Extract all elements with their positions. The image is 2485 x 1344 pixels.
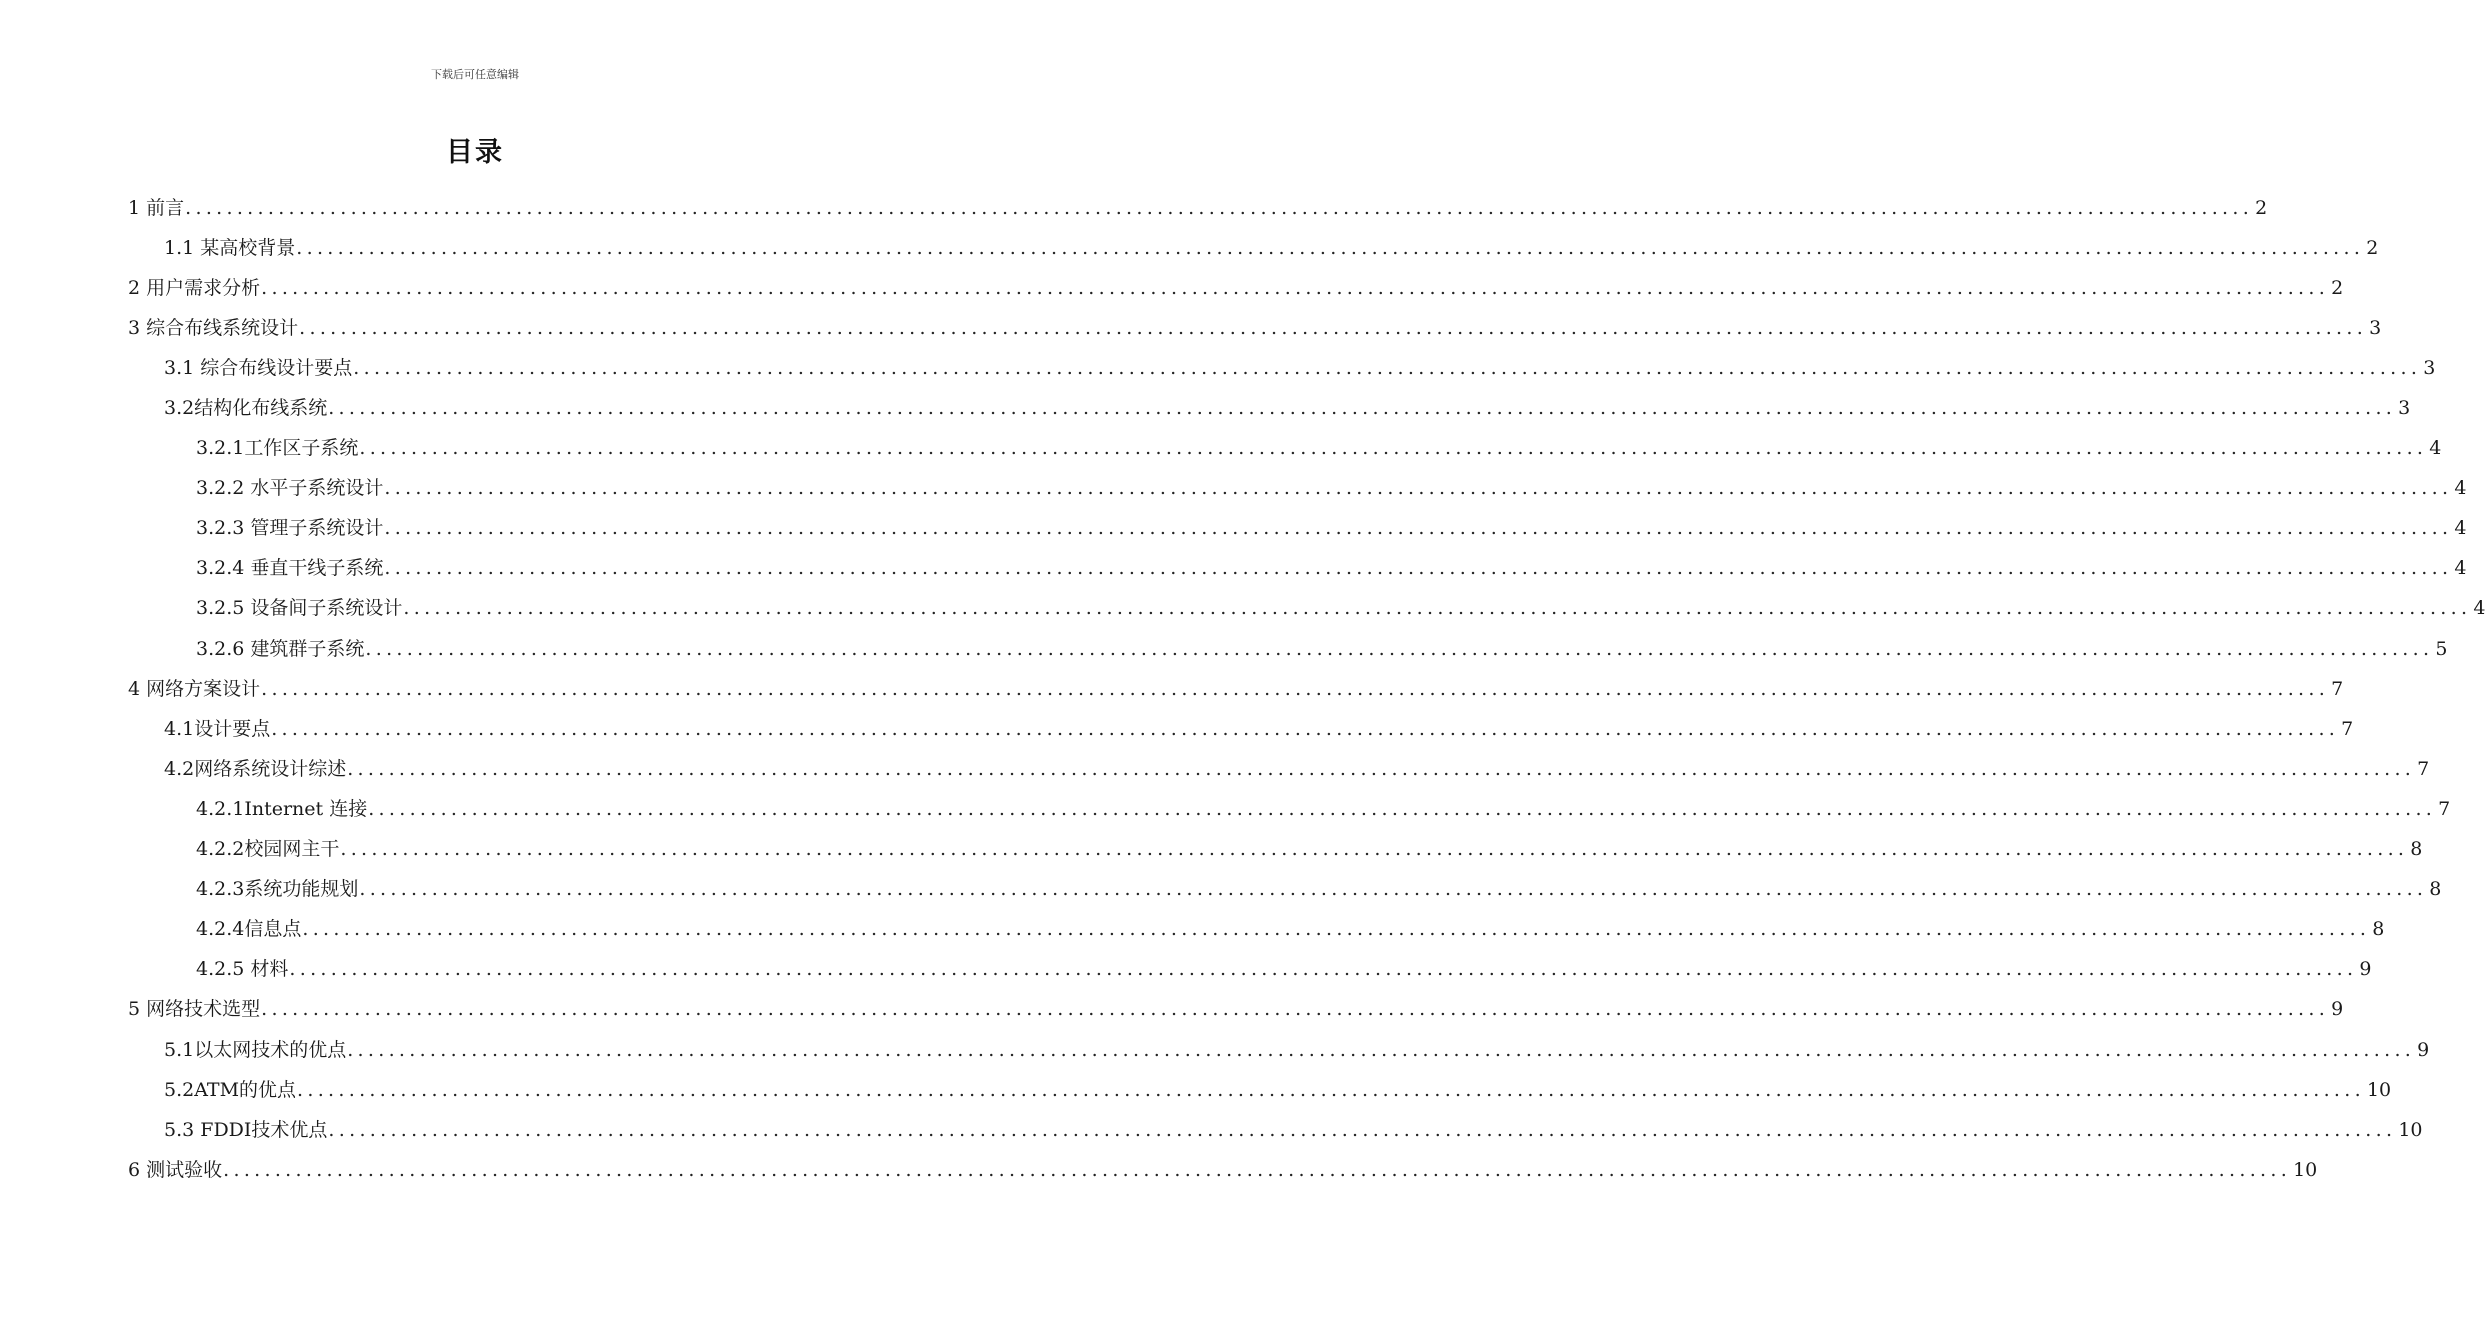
toc-dot-leader: ........................................................................................................................................................................................................ (340, 838, 2409, 861)
toc-entry-label: 3.2.5 设备间子系统设计 (196, 597, 403, 620)
toc-entry[interactable] (128, 228, 2379, 268)
toc-entry[interactable] (128, 589, 2485, 629)
toc-entry[interactable] (128, 629, 2448, 669)
toc-entry-label: 4.2.2校园网主干 (196, 838, 340, 861)
toc-page-number: 9 (2417, 1038, 2430, 1061)
toc-entry[interactable] (128, 990, 2344, 1030)
toc-page-number: 10 (2398, 1118, 2423, 1141)
toc-entry-label: 5.3 FDDI技术优点 (164, 1118, 328, 1141)
page-title: 目录 (446, 137, 504, 168)
toc-page-number: 9 (2359, 958, 2372, 981)
toc-dot-leader: ........................................................................................................................................................................................................ (384, 477, 2453, 500)
toc-dot-leader: ........................................................................................................................................................................................................ (223, 1158, 2292, 1181)
toc-entry[interactable] (128, 1030, 2430, 1070)
toc-dot-leader: ........................................................................................................................................................................................................ (271, 717, 2340, 740)
toc-dot-leader: ........................................................................................................................................................................................................ (302, 918, 2371, 941)
toc-dot-leader: ........................................................................................................................................................................................................ (359, 437, 2428, 460)
toc-entry-label: 2 用户需求分析 (128, 276, 261, 299)
toc-entry[interactable] (128, 669, 2344, 709)
toc-page-number: 8 (2429, 878, 2442, 901)
toc-page-number: 7 (2341, 717, 2354, 740)
toc-entry[interactable] (128, 1150, 2318, 1190)
toc-dot-leader: ........................................................................................................................................................................................................ (328, 397, 2397, 420)
toc-entry[interactable] (128, 1110, 2423, 1150)
toc-dot-leader: ........................................................................................................................................................................................................ (328, 1118, 2397, 1141)
toc-dot-leader: ........................................................................................................................................................................................................ (296, 236, 2365, 259)
toc-entry-label: 1 前言 (128, 196, 185, 219)
toc-entry-label: 3.2.2 水平子系统设计 (196, 477, 384, 500)
toc-entry[interactable] (128, 549, 2467, 589)
toc-dot-leader: ........................................................................................................................................................................................................ (261, 276, 2330, 299)
toc-dot-leader: ........................................................................................................................................................................................................ (403, 597, 2472, 620)
header-note: 下载后可任意编辑 (431, 68, 519, 81)
toc-entry-label: 5.1以太网技术的优点 (164, 1038, 347, 1061)
toc-page-number: 4 (2473, 597, 2485, 620)
toc-dot-leader: ........................................................................................................................................................................................................ (261, 677, 2330, 700)
toc-page-number: 2 (2331, 276, 2344, 299)
toc-page-number: 2 (2366, 236, 2379, 259)
toc-entry-label: 4.2网络系统设计综述 (164, 757, 347, 780)
toc-entry[interactable] (128, 830, 2423, 870)
toc-page-number: 8 (2372, 918, 2385, 941)
toc-dot-leader: ........................................................................................................................................................................................................ (297, 1078, 2365, 1101)
toc-dot-leader: ........................................................................................................................................................................................................ (353, 356, 2422, 379)
toc-entry-label: 5.2ATM的优点 (164, 1078, 297, 1101)
toc-dot-leader: ........................................................................................................................................................................................................ (368, 797, 2437, 820)
toc-entry[interactable] (128, 308, 2382, 348)
toc-entry[interactable] (128, 870, 2442, 910)
toc-entry-label: 3.2.6 建筑群子系统 (196, 637, 365, 660)
toc-entry[interactable] (128, 1070, 2392, 1110)
toc-dot-leader: ........................................................................................................................................................................................................ (347, 757, 2416, 780)
toc-page-number: 9 (2331, 998, 2344, 1021)
toc-page-number: 7 (2438, 797, 2451, 820)
toc-entry[interactable] (128, 188, 2268, 228)
toc-page-number: 7 (2417, 757, 2430, 780)
toc-dot-leader: ........................................................................................................................................................................................................ (289, 958, 2358, 981)
toc-entry[interactable] (128, 910, 2385, 950)
toc-entry-label: 3.1 综合布线设计要点 (164, 356, 353, 379)
toc-entry[interactable] (128, 789, 2451, 829)
toc-dot-leader: ........................................................................................................................................................................................................ (261, 998, 2330, 1021)
toc-entry[interactable] (128, 429, 2442, 469)
toc-entry-label: 3.2.3 管理子系统设计 (196, 517, 384, 540)
toc-entry-label: 4.2.5 材料 (196, 958, 289, 981)
toc-entry[interactable] (128, 268, 2344, 308)
toc-entry-label: 4 网络方案设计 (128, 677, 261, 700)
toc-dot-leader: ........................................................................................................................................................................................................ (384, 557, 2453, 580)
toc-page-number: 8 (2410, 838, 2423, 861)
toc-page-number: 3 (2423, 356, 2436, 379)
toc-entry-label: 3.2.4 垂直干线子系统 (196, 557, 384, 580)
toc-entry[interactable] (128, 509, 2467, 549)
toc-page-number: 4 (2454, 477, 2467, 500)
toc-dot-leader: ........................................................................................................................................................................................................ (299, 316, 2368, 339)
toc-entry-label: 3.2结构化布线系统 (164, 397, 328, 420)
toc-entry[interactable] (128, 709, 2354, 749)
toc-entry-label: 4.2.3系统功能规划 (196, 878, 359, 901)
toc-entry-label: 3 综合布线系统设计 (128, 316, 299, 339)
toc-page-number: 10 (2293, 1158, 2318, 1181)
toc-entry-label: 4.2.4信息点 (196, 918, 302, 941)
toc-entry[interactable] (128, 469, 2467, 509)
toc-entry-label: 3.2.1工作区子系统 (196, 437, 359, 460)
toc-page-number: 2 (2255, 196, 2268, 219)
toc-entry[interactable] (128, 348, 2436, 388)
toc-entry-label: 4.1设计要点 (164, 717, 271, 740)
toc-dot-leader: ........................................................................................................................................................................................................ (365, 637, 2434, 660)
toc-page-number: 7 (2331, 677, 2344, 700)
table-of-contents (128, 188, 2485, 1190)
toc-entry[interactable] (128, 388, 2411, 428)
toc-dot-leader: ........................................................................................................................................................................................................ (347, 1038, 2416, 1061)
toc-dot-leader: ........................................................................................................................................................................................................ (185, 196, 2254, 219)
toc-page-number: 4 (2454, 517, 2467, 540)
toc-page-number: 3 (2369, 316, 2382, 339)
toc-page-number: 4 (2454, 557, 2467, 580)
toc-entry-label: 5 网络技术选型 (128, 998, 261, 1021)
toc-entry-label: 6 测试验收 (128, 1158, 223, 1181)
toc-page-number: 5 (2435, 637, 2448, 660)
toc-entry[interactable] (128, 749, 2430, 789)
toc-page-number: 4 (2429, 437, 2442, 460)
toc-entry[interactable] (128, 950, 2372, 990)
toc-entry-label: 4.2.1Internet 连接 (196, 797, 368, 820)
toc-page-number: 3 (2398, 397, 2411, 420)
toc-dot-leader: ........................................................................................................................................................................................................ (359, 878, 2428, 901)
toc-page-number: 10 (2366, 1078, 2392, 1101)
toc-dot-leader: ........................................................................................................................................................................................................ (384, 517, 2453, 540)
toc-entry-label: 1.1 某高校背景 (164, 236, 296, 259)
